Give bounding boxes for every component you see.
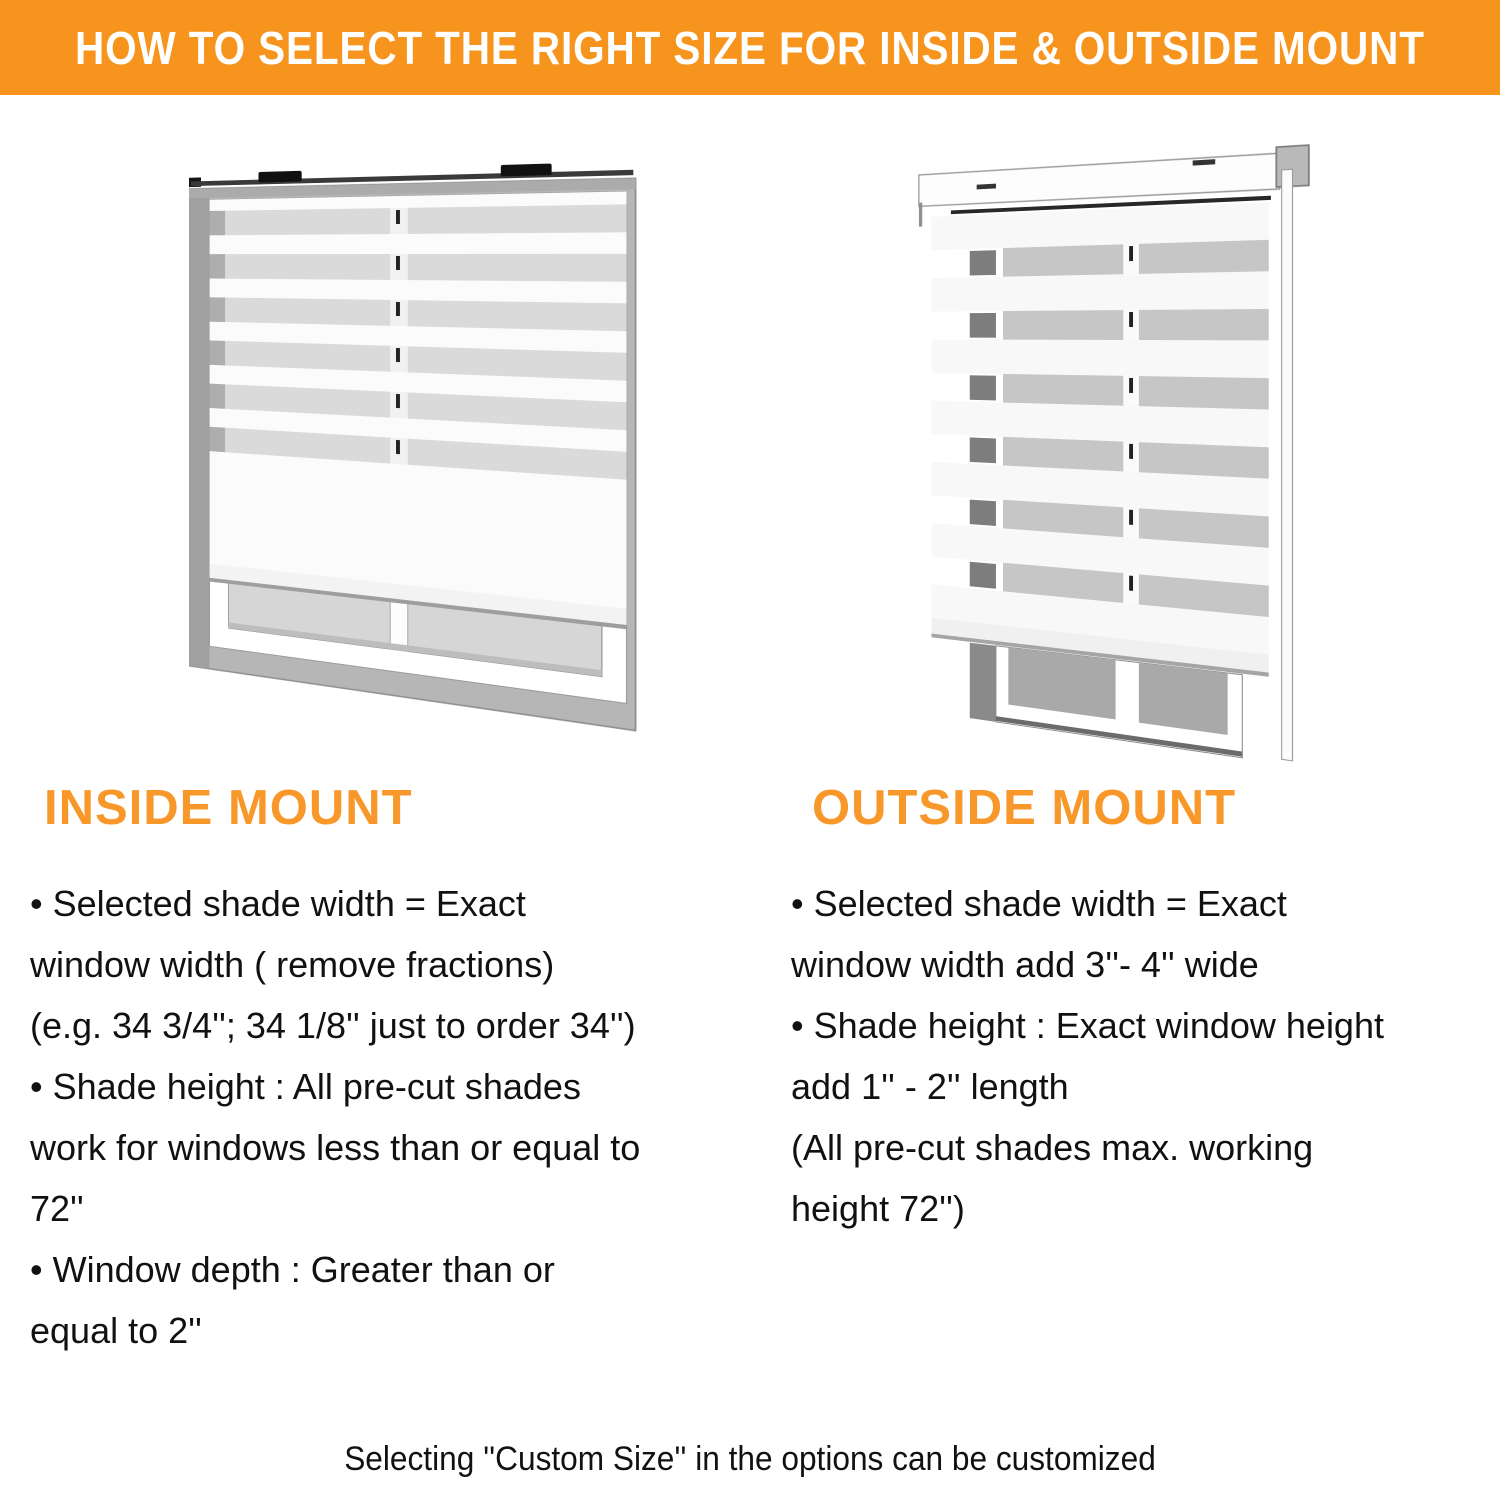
inside-mount-text-line: equal to 2'': [30, 1310, 202, 1351]
inside-mount-text-line: • Window depth : Greater than or: [30, 1249, 555, 1290]
mounting-bracket-icon: [501, 164, 552, 177]
outside-mount-text-line: window width add 3''- 4'' wide: [791, 944, 1259, 985]
outside-mount-section: [791, 783, 1491, 1239]
inside-mount-text-line: • Selected shade width = Exact: [30, 883, 526, 924]
inside-mount-heading: INSIDE MOUNT: [44, 781, 413, 835]
page-title: HOW TO SELECT THE RIGHT SIZE FOR INSIDE & OUTSIDE MOUNT: [75, 21, 1425, 74]
side-rail: [1282, 169, 1293, 761]
inside-mount-section: [30, 783, 745, 1361]
header-bar: [0, 0, 1500, 95]
zebra-shade: [210, 191, 627, 629]
outside-mount-illustration: [893, 148, 1375, 760]
outside-mount-text-line: (All pre-cut shades max. working: [791, 1127, 1314, 1168]
inside-mount-illustration: [168, 156, 626, 712]
zebra-shade: [931, 202, 1268, 677]
outside-mount-text-line: • Selected shade width = Exact: [791, 883, 1287, 924]
inside-mount-text-line: • Shade height : All pre-cut shades: [30, 1066, 581, 1107]
outside-mount-text-line: add 1'' - 2'' length: [791, 1066, 1069, 1107]
inside-mount-text-line: 72'': [30, 1188, 84, 1229]
inside-mount-window-diagram: [189, 148, 638, 748]
outside-mount-heading: OUTSIDE MOUNT: [812, 781, 1237, 835]
outside-mount-window-diagram: [917, 131, 1390, 799]
outside-mount-text-line: • Shade height : Exact window height: [791, 1005, 1384, 1046]
inside-mount-text-line: (e.g. 34 3/4''; 34 1/8'' just to order 34''): [30, 1005, 636, 1046]
inside-mount-text-line: window width ( remove fractions): [30, 944, 555, 985]
custom-size-note: Selecting ''Custom Size'' in the options can be customized: [344, 1440, 1156, 1478]
inside-mount-text-line: work for windows less than or equal to: [30, 1127, 641, 1168]
mounting-bracket-icon: [258, 171, 301, 183]
outside-mount-text-line: height 72''): [791, 1188, 965, 1229]
